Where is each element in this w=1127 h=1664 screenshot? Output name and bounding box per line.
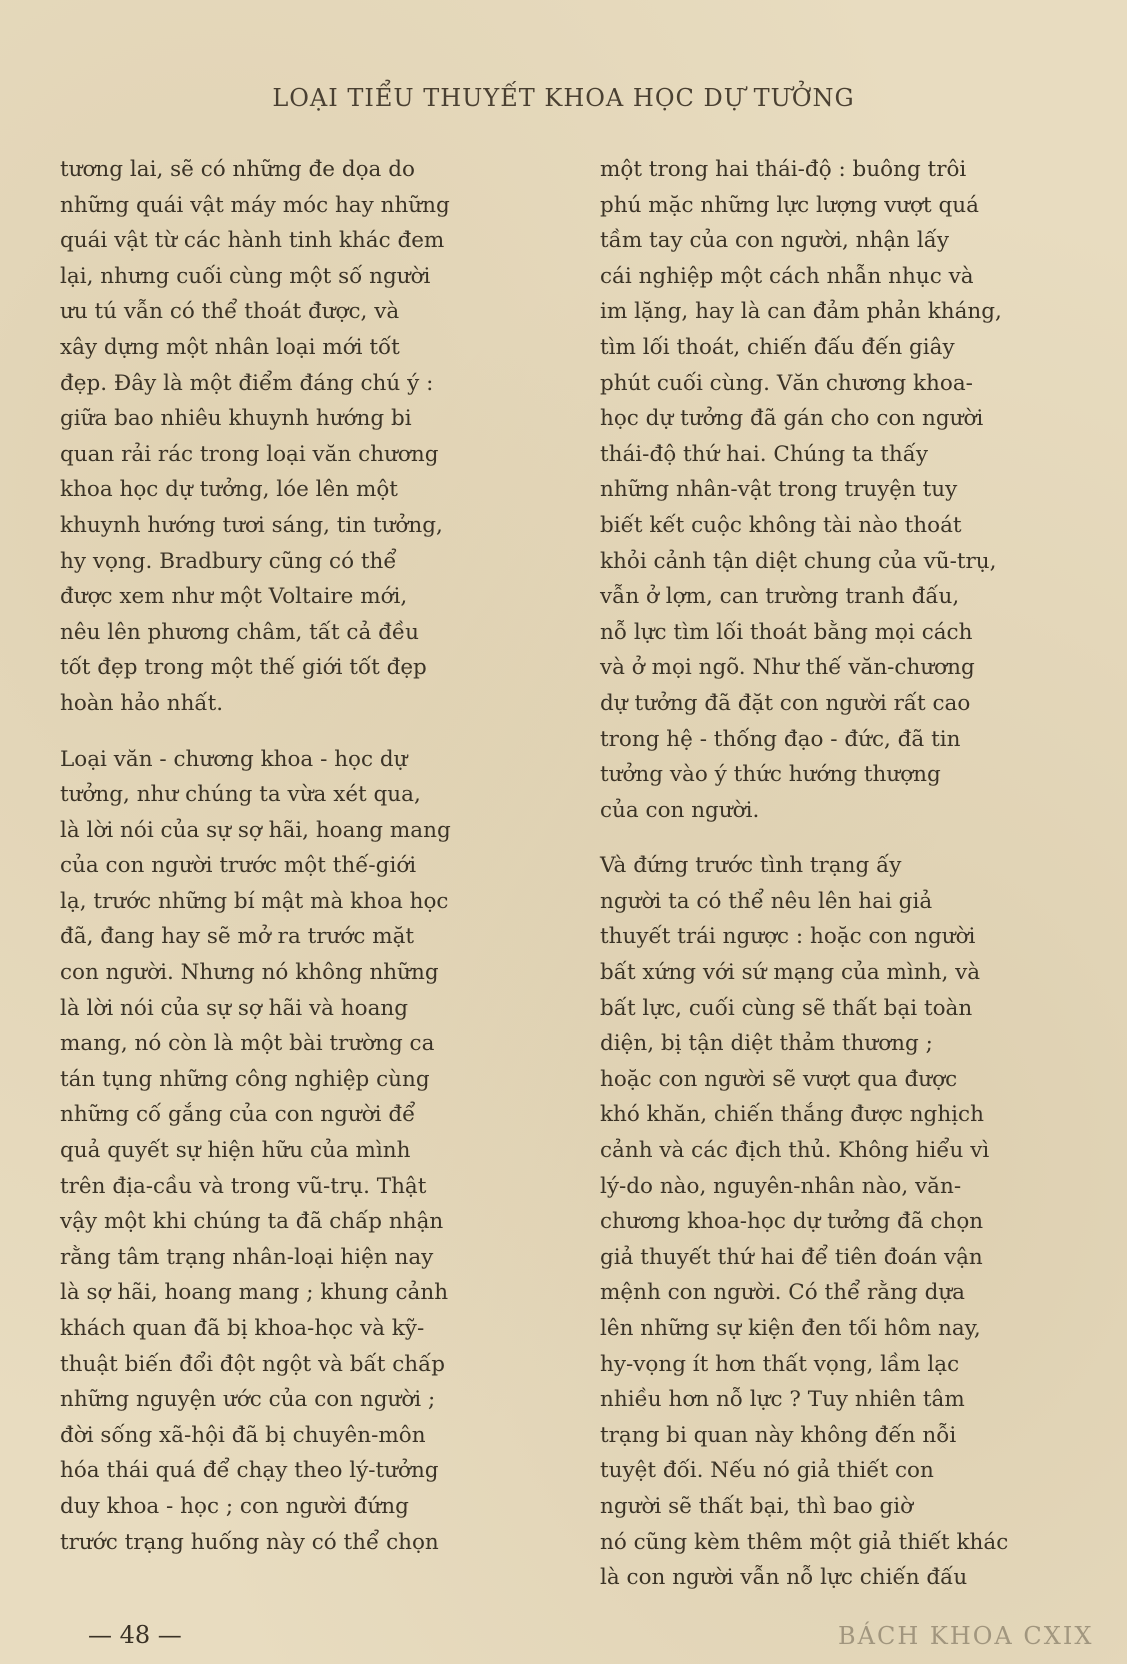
- right-column: [600, 152, 1106, 1596]
- left-column: [60, 152, 570, 1560]
- right-paragraph-1: một trong hai thái-độ : buông trôi phú mặc những lực lượng vượt quá tầm tay của con người, nhận lấy cái nghiệp một cách nhẫn nhục và im lặng, hay là can đảm phản kháng, tìm lối thoát, chiến đấu đến giây phút cuối cùng. Văn chương khoa- học dự tưởng đã gán cho con người thái-độ thứ hai. Chúng ta thấy những nhân-vật trong truyện tuy biết kết cuộc không tài nào thoát khỏi cảnh tận diệt chung của vũ-trụ, vẫn ở lợm, can trường tranh đấu, nỗ lực tìm lối thoát bằng mọi cách và ở mọi ngõ. Như thế văn-chương dự tưởng đã đặt con người rất cao trong hệ - thống đạo - đức, đã tin tưởng vào ý thức hướng thượng của con người.: [600, 157, 1002, 823]
- running-head: LOẠI TIỂU THUYẾT KHOA HỌC DỰ TƯỞNG: [272, 84, 855, 112]
- right-paragraph-2: Và đứng trước tình trạng ấy người ta có thể nêu lên hai giả thuyết trái ngược : hoặc con người bất xứng với sứ mạng của mình, và bất lực, cuối cùng sẽ thất bại toàn diện, bị tận diệt thảm thương ; hoặc con người sẽ vượt qua được khó khăn, chiến thắng được nghịch cảnh và các địch thủ. Không hiểu vì lý-do nào, nguyên-nhân nào, văn- chương khoa-học dự tưởng đã chọn giả thuyết thứ hai để tiên đoán vận mệnh con người. Có thể rằng dựa lên những sự kiện đen tối hôm nay, hy-vọng ít hơn thất vọng, lầm lạc nhiều hơn nỗ lực ? Tuy nhiên tâm trạng bi quan này không đến nỗi tuyệt đối. Nếu nó giả thiết con người sẽ thất bại, thì bao giờ nó cũng kèm thêm một giả thiết khác là con người vẫn nỗ lực chiến đấu: [600, 853, 1009, 1591]
- left-paragraph-2: Loại văn - chương khoa - học dự tưởng, như chúng ta vừa xét qua, là lời nói của sự sợ hãi, hoang mang của con người trước một thế-giới lạ, trước những bí mật mà khoa học đã, đang hay sẽ mở ra trước mặt con người. Nhưng nó không những là lời nói của sự sợ hãi và hoang mang, nó còn là một bài trường ca tán tụng những công nghiệp cùng những cố gắng của con người để quả quyết sự hiện hữu của mình trên địa-cầu và trong vũ-trụ. Thật vậy một khi chúng ta đã chấp nhận rằng tâm trạng nhân-loại hiện nay là sợ hãi, hoang mang ; khung cảnh khách quan đã bị khoa-học và kỹ- thuật biến đổi đột ngột và bất chấp những nguyện ước của con người ; đời sống xã-hội đã bị chuyên-môn hóa thái quá để chạy theo lý-tưởng duy khoa - học ; con người đứng trước trạng huống này có thể chọn: [60, 746, 451, 1555]
- magazine-footer: BÁCH KHOA CXIX: [838, 1622, 1094, 1650]
- left-paragraph-1: tương lai, sẽ có những đe dọa do những quái vật máy móc hay những quái vật từ các hành tinh khác đem lại, nhưng cuối cùng một số người ưu tú vẫn có thể thoát được, và xây dựng một nhân loại mới tốt đẹp. Đây là một điểm đáng chú ý : giữa bao nhiêu khuynh hướng bi quan rải rác trong loại văn chương khoa học dự tưởng, lóe lên một khuynh hướng tươi sáng, tin tưởng, hy vọng. Bradbury cũng có thể được xem như một Voltaire mới, nêu lên phương châm, tất cả đều tốt đẹp trong một thế giới tốt đẹp hoàn hảo nhất.: [60, 157, 450, 716]
- page-number: — 48 —: [88, 1621, 182, 1649]
